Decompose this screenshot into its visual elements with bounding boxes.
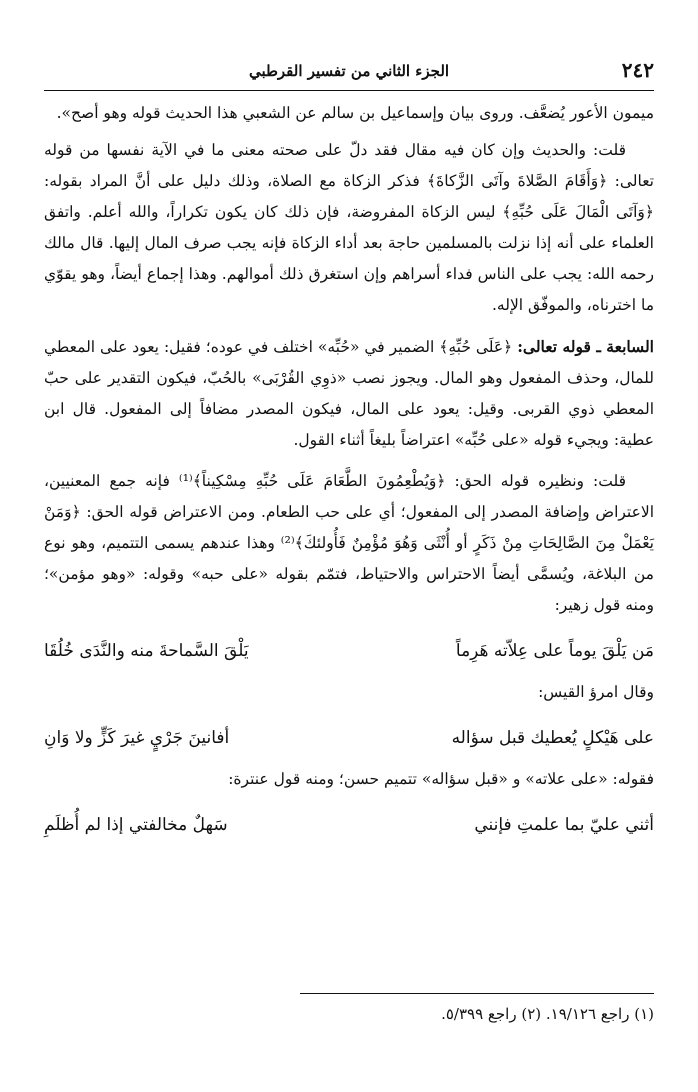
page-number: ٢٤٢ — [621, 58, 654, 82]
verse-second-hemistich: سَهلٌ مخالفتي إذا لم أُظلَمِ — [44, 815, 228, 835]
poem-verse — [44, 631, 654, 671]
verse-first-hemistich: مَن يَلْقَ يوماً على عِلاّته هَرِماً — [455, 641, 654, 661]
running-title: الجزء الثاني من تفسير القرطبي — [248, 62, 450, 80]
verse-first-hemistich: على هَيْكلٍ يُعطيك قبل سؤاله — [451, 728, 654, 748]
section-heading: السابعة ـ قوله تعالى: — [517, 337, 654, 356]
verse-first-hemistich: أثني عليّ بما علمتِ فإنني — [474, 815, 654, 835]
paragraph: قلت: والحديث وإن كان فيه مقال فقد دلّ على صحته معنى ما في الآية نفسها من قوله تعالى: ﴿وَأَقَامَ الصَّلاةَ وآتَى الزَّكاةَ﴾ فذكر الزكاة مع الصلاة، وذلك دليل على أنَّ المراد بقوله: ﴿وَآتَى الْمَالَ عَلَى حُبِّهِ﴾ ليس الزكاة المفروضة، فإن ذلك كان يكون تكراراً، والله أعلم. واتفق العلماء على أنه إذا نزلت بالمسلمين حاجة بعد أداء الزكاة فإنه يجب صرف المال إليها. قال مالك رحمه الله: يجب على الناس فداء أسراهم وإن استغرق ذلك أموالهم. وهذا إجماع أيضاً، وهو يقوّي ما اخترناه، والموفّق الإله. — [44, 141, 654, 314]
footnote-divider — [300, 993, 654, 994]
paragraph: قلت: ونظيره قوله الحق: ﴿وَيُطْعِمُونَ الطَّعَامَ عَلَى حُبِّهِ مِسْكِيناً﴾⁽¹⁾ فإنه جمع المعنيين، الاعتراض وإضافة المصدر إلى المفعول؛ أي على حب الطعام. ومن الاعتراض قوله الحق: ﴿وَمَنْ يَعْمَلْ مِنَ الصَّالِحَاتِ مِنْ ذَكَرٍ أو أُنْثَى وَهُوَ مُؤْمِنٌ فَأُولئكَ﴾⁽²⁾ وهذا عندهم يسمى التتميم، وهو نوع من البلاغة، ويُسمَّى أيضاً الاحتراس والاحتياط، فتمّم بقوله «على حبه» وقوله: «وهو مؤمن»؛ ومنه قول زهير: — [44, 472, 654, 614]
page-header — [44, 58, 654, 91]
paragraph: ميمون الأعور يُضعَّف. وروى بيان وإسماعيل بن سالم عن الشعبي هذا الحديث قوله وهو أصح». — [56, 104, 654, 122]
verse-second-hemistich: يَلْقَ السَّماحةَ منه والنَّدَى خُلُقَا — [44, 641, 249, 661]
poem-verse — [44, 805, 654, 845]
verse-second-hemistich: أفانينَ جَرْيٍ غيرَ كَزٍّ ولا وَانِ — [44, 728, 230, 748]
paragraph-text: ﴿عَلَى حُبِّهِ﴾ الضمير في «حُبِّه» اختلف في عوده؛ فقيل: يعود على المعطي للمال، وحذف المفعول وهو المال. ويجوز نصب «ذوِي القُرْبَى» بالحُبّ، فيكون التقدير على حبّ المعطي ذوي القربى. وقيل: يعود على المال، فيكون المصدر مضافاً إلى المفعول. قال ابن عطية: ويجيء قوله «على حُبِّه» اعتراضاً بليغاً أثناء القول. — [44, 338, 654, 449]
verse-intro: وقال امرؤ القيس: — [538, 683, 654, 701]
poem-verse — [44, 718, 654, 758]
paragraph — [44, 331, 654, 456]
verse-intro: فقوله: «على علاته» و «قبل سؤاله» تتميم حسن؛ ومنه قول عنترة: — [228, 770, 654, 788]
footnotes: (١) راجع ١٩/١٢٦. (٢) راجع ٥/٣٩٩. — [441, 1005, 654, 1023]
main-text — [44, 98, 654, 851]
